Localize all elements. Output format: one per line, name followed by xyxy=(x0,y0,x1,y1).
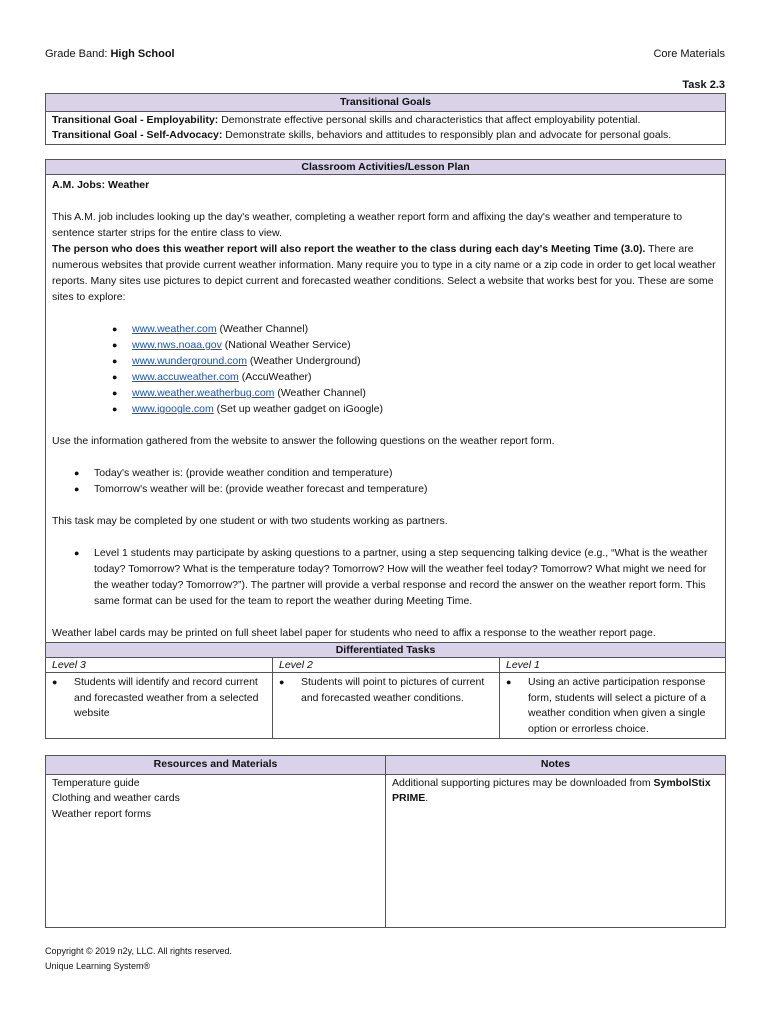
resource-item: Weather report forms xyxy=(52,807,152,820)
weather-question-list xyxy=(74,465,719,497)
differentiated-tasks-heading: Differentiated Tasks xyxy=(46,643,726,658)
level-2-heading: Level 2 xyxy=(273,658,500,673)
weatherbug-link[interactable]: www.weather.weatherbug.com xyxy=(132,387,275,399)
weather-site-list xyxy=(112,321,719,417)
lesson-plan-table xyxy=(45,159,726,643)
resources-heading: Resources and Materials xyxy=(46,756,386,775)
task-number: Task 2.3 xyxy=(682,79,725,91)
core-materials-label: Core Materials xyxy=(653,48,725,60)
label-cards-text: Weather label cards may be printed on full sheet label paper for students who need to affix a response to the weather report page. xyxy=(52,627,656,639)
level1-note-list xyxy=(74,545,719,609)
notes-cell: Additional supporting pictures may be downloaded from SymbolStix PRIME. xyxy=(386,774,726,927)
level-3-heading: Level 3 xyxy=(46,658,273,673)
list-item: ● Students will identify and record current and forecasted weather from a selected website xyxy=(52,675,266,722)
wunderground-link[interactable]: www.wunderground.com xyxy=(132,355,247,367)
accuweather-link[interactable]: www.accuweather.com xyxy=(132,371,239,383)
resources-cell xyxy=(46,774,386,927)
resource-item: Temperature guide xyxy=(52,776,140,789)
goal-self-advocacy: Transitional Goal - Self-Advocacy: Demonstrate skills, behaviors and attitudes to responsibly plan and advocate for personal goals. xyxy=(52,129,672,141)
brand-text: Unique Learning System® xyxy=(45,961,151,971)
transitional-goals-body xyxy=(46,112,726,145)
list-item: ● Students will point to pictures of current and forecasted weather conditions. xyxy=(279,675,493,706)
page-footer xyxy=(45,944,232,974)
list-item: ● Today's weather is: (provide weather condition and temperature) xyxy=(74,465,719,481)
grade-band: Grade Band: High School xyxy=(45,48,175,60)
nws-noaa-link[interactable]: www.nws.noaa.gov xyxy=(132,339,222,351)
list-item: ● www.nws.noaa.gov (National Weather Service) xyxy=(112,337,719,353)
list-item: ● www.igoogle.com (Set up weather gadget on iGoogle) xyxy=(112,401,719,417)
level-1-heading: Level 1 xyxy=(500,658,726,673)
differentiated-tasks-table xyxy=(45,642,726,739)
lesson-plan-heading: Classroom Activities/Lesson Plan xyxy=(46,160,726,175)
list-item: ● Level 1 students may participate by asking questions to a partner, using a step sequencing talking device (e.g., “What is the weather today? Tomorrow? What is the temperature today? Tomorrow? How will the weather feel today? Tomorrow? What might we need for the weather today? Tomorrow?”). The partner will provide a verbal response and record the answer on the weather report form. This same format can be used for the team to report the weather during Meeting Time. xyxy=(74,545,719,609)
level-2-cell xyxy=(273,673,500,739)
list-item: ● www.weather.com (Weather Channel) xyxy=(112,321,719,337)
list-item: ● Tomorrow's weather will be: (provide weather forecast and temperature) xyxy=(74,481,719,497)
level-3-cell xyxy=(46,673,273,739)
transitional-goals-table xyxy=(45,93,726,145)
list-item: ● www.wunderground.com (Weather Underground) xyxy=(112,353,719,369)
lesson-subtitle: A.M. Jobs: Weather xyxy=(52,179,150,191)
resources-notes-table xyxy=(45,755,726,928)
lesson-meeting-paragraph: The person who does this weather report will also report the weather to the class during each day's Meeting Time (3.0). There are numerous websites that provide current weather information. Many require you to type in a city name or a zip code in order to get local weather reports. Many sites use pictures to depict current and forecasted weather conditions. Select a website that works best for you. These are some sites to explore: xyxy=(52,243,716,303)
notes-heading: Notes xyxy=(386,756,726,775)
lesson-plan-body xyxy=(46,175,726,643)
page-header xyxy=(45,48,725,62)
weather-com-link[interactable]: www.weather.com xyxy=(132,323,217,335)
transitional-goals-heading: Transitional Goals xyxy=(46,94,726,112)
list-item: ● Using an active participation response form, students will select a picture of a weather condition when given a single option or errorless choice. xyxy=(506,675,719,737)
list-item: ● www.weather.weatherbug.com (Weather Channel) xyxy=(112,385,719,401)
partners-text: This task may be completed by one student or with two students working as partners. xyxy=(52,515,448,527)
copyright-text: Copyright © 2019 n2y, LLC. All rights reserved. xyxy=(45,946,233,956)
use-info-text: Use the information gathered from the website to answer the following questions on the weather report form. xyxy=(52,435,555,447)
list-item: ● www.accuweather.com (AccuWeather) xyxy=(112,369,719,385)
lesson-intro: This A.M. job includes looking up the day's weather, completing a weather report form and affixing the day's weather and temperature to sentence starter strips for the entire class to view. xyxy=(52,211,683,239)
level-1-cell xyxy=(500,673,726,739)
goal-employability: Transitional Goal - Employability: Demonstrate effective personal skills and characteristics that affect employability potential. xyxy=(52,114,641,126)
igoogle-link[interactable]: www.igoogle.com xyxy=(132,403,214,415)
resource-item: Clothing and weather cards xyxy=(52,792,180,804)
